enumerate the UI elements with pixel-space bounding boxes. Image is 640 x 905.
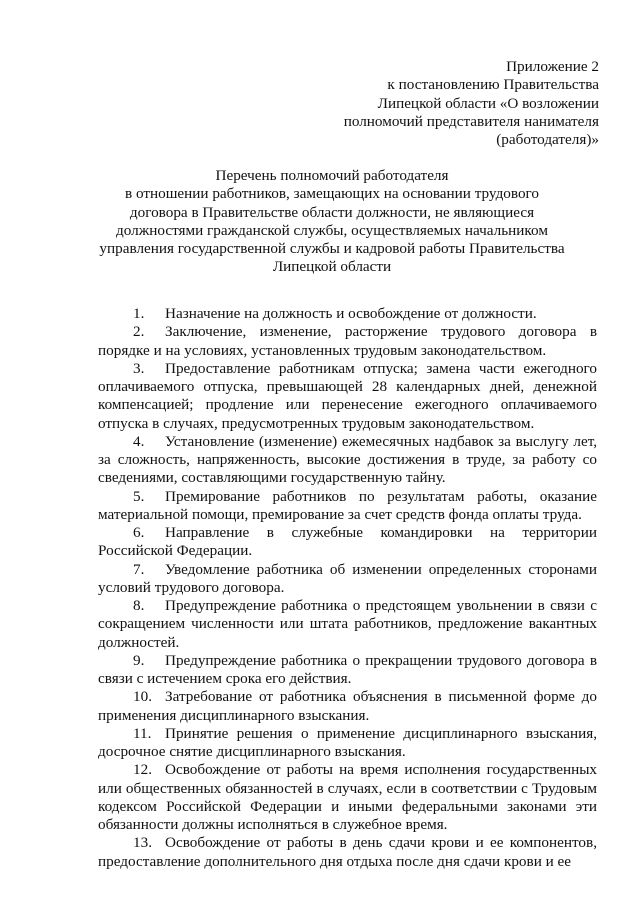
- item-number: 12.: [133, 761, 152, 779]
- item-number: 3.: [133, 359, 145, 377]
- item-text: Освобождение от работы на время исполнения государственных или общественных обязанностей в случаях, если в соответствии с Трудовым кодексом Российской Федерации и иными федеральными законами эти обязанности должны исполняться в служебное время.: [98, 761, 597, 833]
- list-item: [98, 652, 597, 689]
- item-number: 7.: [133, 560, 145, 578]
- appendix-line: Приложение 2: [506, 58, 599, 75]
- item-number: 8.: [133, 597, 145, 614]
- title-line: в отношении работников, замещающих на основании трудового: [124, 185, 539, 203]
- item-text: Направление в служебные командировки на территории Российской Федерации.: [98, 524, 597, 560]
- list-item: [98, 725, 597, 762]
- title-line: должностями гражданской службы, осуществляемых начальником: [116, 221, 548, 239]
- item-text: Установление (изменение) ежемесячных надбавок за выслугу лет, за сложность, напряженность, высокие достижения в труде, за работу со сведениями, составляющими государственную тайну.: [98, 432, 597, 487]
- item-number: 11.: [133, 724, 152, 742]
- item-text: Затребование от работника объяснения в письменной форме до применения дисциплинарного взыскания.: [98, 688, 597, 724]
- list-item: [98, 561, 597, 598]
- title-line: управления государственной службы и кадровой работы Правительства: [99, 240, 565, 258]
- item-text: Предупреждение работника о прекращении трудового договора в связи с истечением срока его действия.: [98, 651, 597, 687]
- item-text: Премирование работников по результатам работы, оказание материальной помощи, премирование за счет средств фонда оплаты труда.: [98, 487, 597, 523]
- item-number: 4.: [133, 432, 145, 450]
- list-item: [98, 834, 597, 871]
- item-text: Заключение, изменение, расторжение трудового договора в порядке и на условиях, установленных трудовым законодательством.: [98, 323, 597, 359]
- item-text: Назначение на должность и освобождение от должности.: [165, 305, 537, 322]
- list-item: [98, 323, 597, 360]
- list-item: [98, 688, 597, 725]
- item-number: 9.: [133, 651, 145, 669]
- list-item: [98, 305, 597, 323]
- item-text: Уведомление работника об изменении определенных сторонами условий трудового договора.: [98, 560, 597, 596]
- appendix-line: полномочий представителя нанимателя: [343, 112, 599, 130]
- item-text: Освобождение от работы в день сдачи крови и ее компонентов, предоставление дополнительного дня отдыха после дня сдачи крови и ее: [98, 834, 597, 870]
- list-item: [98, 761, 597, 834]
- powers-list: [98, 305, 597, 871]
- list-item: [98, 360, 597, 433]
- item-number: 5.: [133, 487, 145, 505]
- appendix-header: [299, 58, 599, 149]
- item-number: 2.: [133, 323, 145, 341]
- item-text: Предоставление работникам отпуска; замена части ежегодного оплачиваемого отпуска, превышающей 28 календарных дней, денежной компенсацией; продление или перенесение ежегодного оплачиваемого отпуска в случаях, предусмотренных трудовым законодательством.: [98, 359, 597, 432]
- list-item: [98, 488, 597, 525]
- appendix-line: к постановлению Правительства: [387, 76, 599, 94]
- title-line: Перечень полномочий работодателя: [215, 167, 449, 184]
- item-text: Принятие решения о применение дисциплинарного взыскания, досрочное снятие дисциплинарного взыскания.: [98, 724, 597, 760]
- item-number: 6.: [133, 524, 145, 541]
- item-number: 10.: [133, 688, 152, 706]
- item-number: 1.: [133, 305, 145, 322]
- appendix-line: (работодателя)»: [496, 131, 599, 149]
- title-line: Липецкой области: [272, 258, 392, 276]
- item-text: Предупреждение работника о предстоящем увольнении в связи с сокращением численности или штата работников, предложение вакантных должностей.: [98, 597, 597, 651]
- title-line: договора в Правительстве области должности, не являющиеся: [129, 203, 535, 221]
- list-item: [98, 597, 597, 652]
- document-title: [98, 167, 566, 277]
- item-number: 13.: [133, 834, 152, 852]
- list-item: [98, 433, 597, 488]
- appendix-line: Липецкой области «О возложении: [377, 94, 599, 112]
- list-item: [98, 524, 597, 561]
